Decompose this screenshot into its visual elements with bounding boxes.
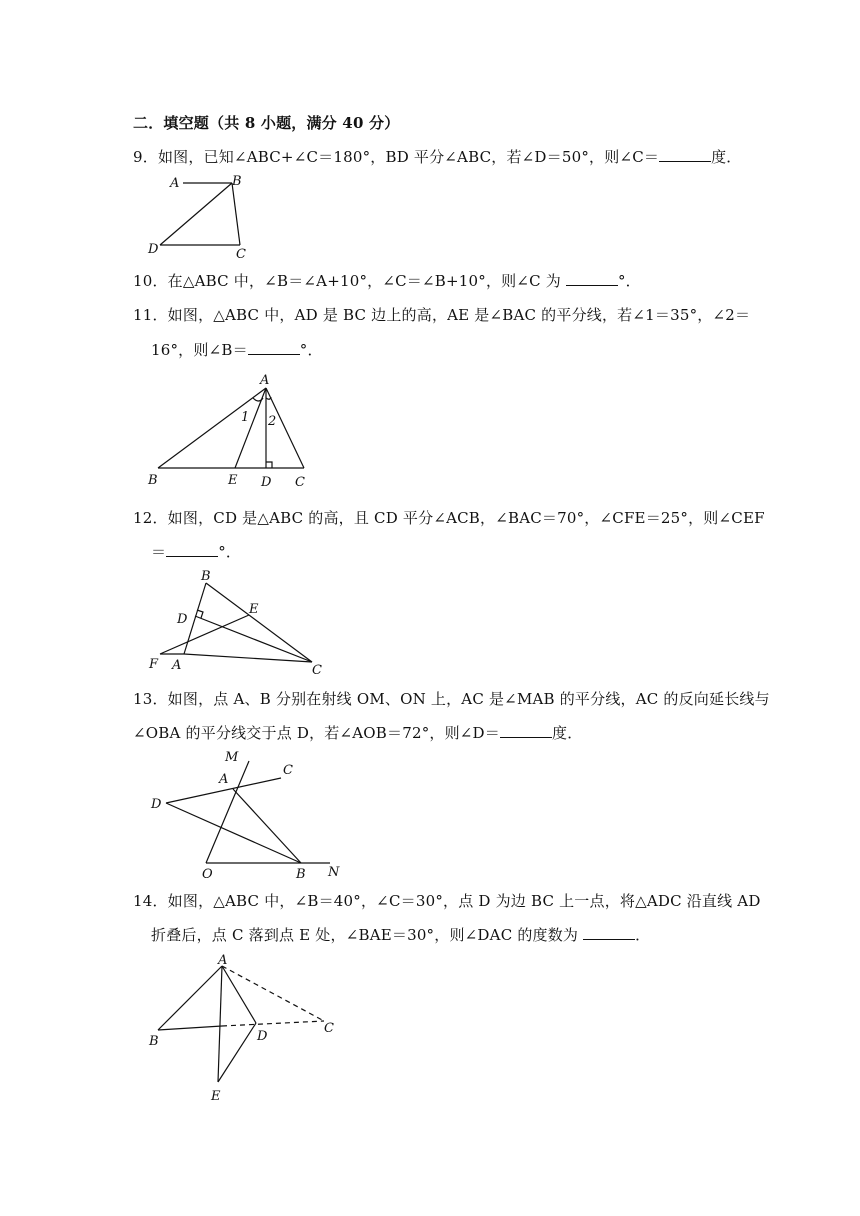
question-9-tail: 度． (711, 148, 742, 166)
label-n: N (328, 865, 340, 880)
label-a: A (219, 772, 229, 787)
label-angle-2: 2 (268, 414, 277, 429)
dashed-segment-bc (222, 1021, 324, 1026)
question-11-text2: 16°，则∠B＝ (151, 341, 248, 359)
label-b: B (296, 867, 306, 882)
segment-db (166, 803, 301, 863)
question-10-tail: °． (617, 272, 641, 290)
label-a: A (260, 373, 270, 388)
question-9 (133, 146, 742, 167)
segment-ac (184, 654, 312, 662)
answer-blank-13[interactable] (500, 723, 552, 738)
label-a: A (218, 953, 228, 968)
question-14-line1: 14．如图，△ABC 中，∠B＝40°，∠C＝30°，点 D 为边 BC 上一点，将△ADC 沿直线 AD (133, 892, 761, 910)
question-10 (133, 270, 641, 291)
label-b: B (201, 569, 211, 584)
segment-fe (160, 615, 249, 654)
question-14-tail: ． (635, 926, 651, 944)
label-o: O (202, 867, 213, 882)
label-c: C (295, 475, 305, 490)
label-b: B (232, 174, 242, 189)
answer-blank-14[interactable] (583, 925, 635, 940)
label-d: D (151, 797, 162, 812)
segment-db (160, 183, 232, 245)
label-d: D (257, 1029, 268, 1044)
segment-bc (232, 183, 240, 245)
segment-ae (218, 966, 222, 1082)
label-c: C (236, 247, 246, 262)
question-14-line2 (151, 924, 650, 945)
question-12-text2: ＝ (151, 543, 167, 561)
figure-q14 (140, 950, 350, 1106)
figure-q9 (140, 170, 260, 262)
label-d: D (148, 242, 159, 257)
question-12-line1: 12．如图，CD 是△ABC 的高，且 CD 平分∠ACB，∠BAC＝70°，∠CFE＝25°，则∠CEF (133, 509, 765, 527)
label-d: D (261, 475, 272, 490)
right-angle-mark (266, 462, 272, 468)
segment-b-mid (158, 1026, 222, 1030)
question-13-line2 (133, 722, 582, 743)
answer-blank-9[interactable] (659, 147, 711, 162)
label-f: F (149, 657, 159, 672)
label-a: A (172, 658, 182, 673)
segment-ed (218, 1023, 256, 1082)
segment-bc (206, 583, 312, 662)
dashed-segment-ac (222, 966, 324, 1021)
label-m: M (225, 750, 239, 765)
question-11-line2 (151, 339, 323, 360)
question-12-line2 (151, 541, 241, 562)
label-e: E (228, 473, 238, 488)
question-13-line1: 13．如图，点 A、B 分别在射线 OM、ON 上，AC 是∠MAB 的平分线，AC 的反向延长线与 (133, 690, 770, 708)
label-b: B (149, 1034, 159, 1049)
question-13-tail: 度． (552, 724, 583, 742)
label-a: A (170, 176, 180, 191)
label-c: C (312, 663, 322, 677)
label-c: C (283, 763, 293, 778)
question-9-text: 9．如图，已知∠ABC+∠C＝180°，BD 平分∠ABC，若∠D＝50°，则∠C＝ (133, 148, 660, 166)
question-11-tail: °． (299, 341, 323, 359)
question-10-text: 10．在△ABC 中，∠B＝∠A+10°，∠C＝∠B+10°，则∠C 为 (133, 272, 566, 290)
question-11-line1: 11．如图，△ABC 中，AD 是 BC 边上的高，AE 是∠BAC 的平分线，若∠1＝35°，∠2＝ (133, 306, 751, 324)
answer-blank-12[interactable] (166, 542, 218, 557)
label-angle-1: 1 (241, 410, 250, 425)
segment-dc (195, 616, 312, 662)
figure-q13 (140, 745, 360, 882)
segment-ab (158, 966, 222, 1030)
segment-ab (158, 388, 266, 468)
question-12-tail: °． (218, 543, 242, 561)
answer-blank-10[interactable] (566, 271, 618, 286)
question-13-text2: ∠OBA 的平分线交于点 D，若∠AOB＝72°，则∠D＝ (133, 724, 500, 742)
question-14-text2: 折叠后，点 C 落到点 E 处，∠BAE＝30°，则∠DAC 的度数为 (151, 926, 584, 944)
answer-blank-11[interactable] (248, 340, 300, 355)
label-d: D (177, 612, 188, 627)
section-title: 二．填空题（共 8 小题，满分 40 分） (133, 114, 400, 132)
label-e: E (249, 602, 259, 617)
figure-q11 (140, 368, 320, 492)
label-e: E (211, 1089, 221, 1104)
label-b: B (148, 473, 158, 488)
label-c: C (324, 1021, 334, 1036)
figure-q12 (140, 565, 340, 677)
segment-ab (233, 789, 301, 863)
